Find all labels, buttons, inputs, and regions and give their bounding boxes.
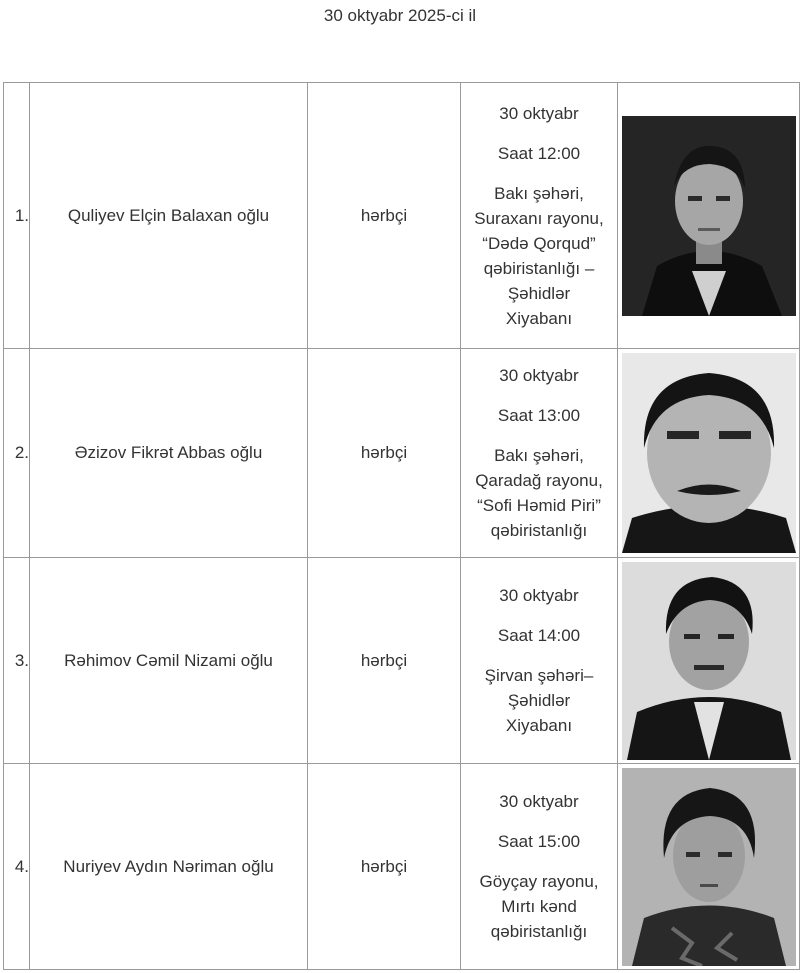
table-row [4,558,800,764]
burial-place-line: “Sofi Həmid Piri” [477,496,601,515]
burial-place-line: Bakı şəhəri, [494,446,584,465]
burial-place-line: “Dədə Qorqud” [482,233,596,253]
burial-date: 30 oktyabr [499,792,579,811]
person-name: Əzizov Fikrət Abbas oğlu [30,349,308,558]
burial-info [461,349,618,558]
burial-time: Saat 13:00 [497,406,581,425]
burial-place-line: qəbiristanlığı – [483,258,595,278]
burial-place-line: Şəhidlər [507,691,571,710]
burial-place-line: Xiyabanı [505,308,573,328]
portrait-photo [622,768,796,966]
person-role: hərbçi [308,83,461,349]
burial-date: 30 oktyabr [499,103,579,123]
row-number: 3. [4,558,30,764]
burial-place-line: Qaradağ rayonu, [475,471,603,490]
photo-cell [618,349,800,558]
row-number: 4. [4,764,30,970]
burial-place-line: qəbiristanlığı [490,922,588,941]
burial-time: Saat 14:00 [497,626,581,645]
burial-place-line: qəbiristanlığı [490,521,588,540]
burial-date: 30 oktyabr [499,586,579,605]
table-row [4,349,800,558]
portrait-photo [622,116,796,316]
row-number: 2. [4,349,30,558]
person-name: Quliyev Elçin Balaxan oğlu [30,83,308,349]
burial-place-line: Şəhidlər [507,283,571,303]
photo-cell [618,83,800,349]
person-role: hərbçi [308,764,461,970]
burial-place-line: Suraxanı rayonu, [474,208,604,228]
burial-place-line: Göyçay rayonu, [479,872,599,891]
row-number: 1. [4,83,30,349]
burial-place-line: Şirvan şəhəri– [484,666,594,685]
person-role: hərbçi [308,558,461,764]
person-name: Rəhimov Cəmil Nizami oğlu [30,558,308,764]
burial-info [461,558,618,764]
burial-date: 30 oktyabr [499,366,579,385]
document-date: 30 oktyabr 2025-ci il [323,6,477,25]
table-row [4,764,800,970]
table-row [4,83,800,349]
burial-place-line: Xiyabanı [505,716,573,735]
burial-time: Saat 15:00 [497,832,581,851]
photo-cell [618,558,800,764]
burial-place-line: Bakı şəhəri, [494,183,584,203]
portrait-photo [622,353,796,553]
portrait-photo [622,562,796,760]
burial-place-line: Mırtı kənd [501,897,577,916]
burial-schedule-table [3,82,800,970]
burial-info [461,764,618,970]
photo-cell [618,764,800,970]
person-name: Nuriyev Aydın Nəriman oğlu [30,764,308,970]
person-role: hərbçi [308,349,461,558]
burial-time: Saat 12:00 [497,143,581,163]
burial-info [461,83,618,349]
